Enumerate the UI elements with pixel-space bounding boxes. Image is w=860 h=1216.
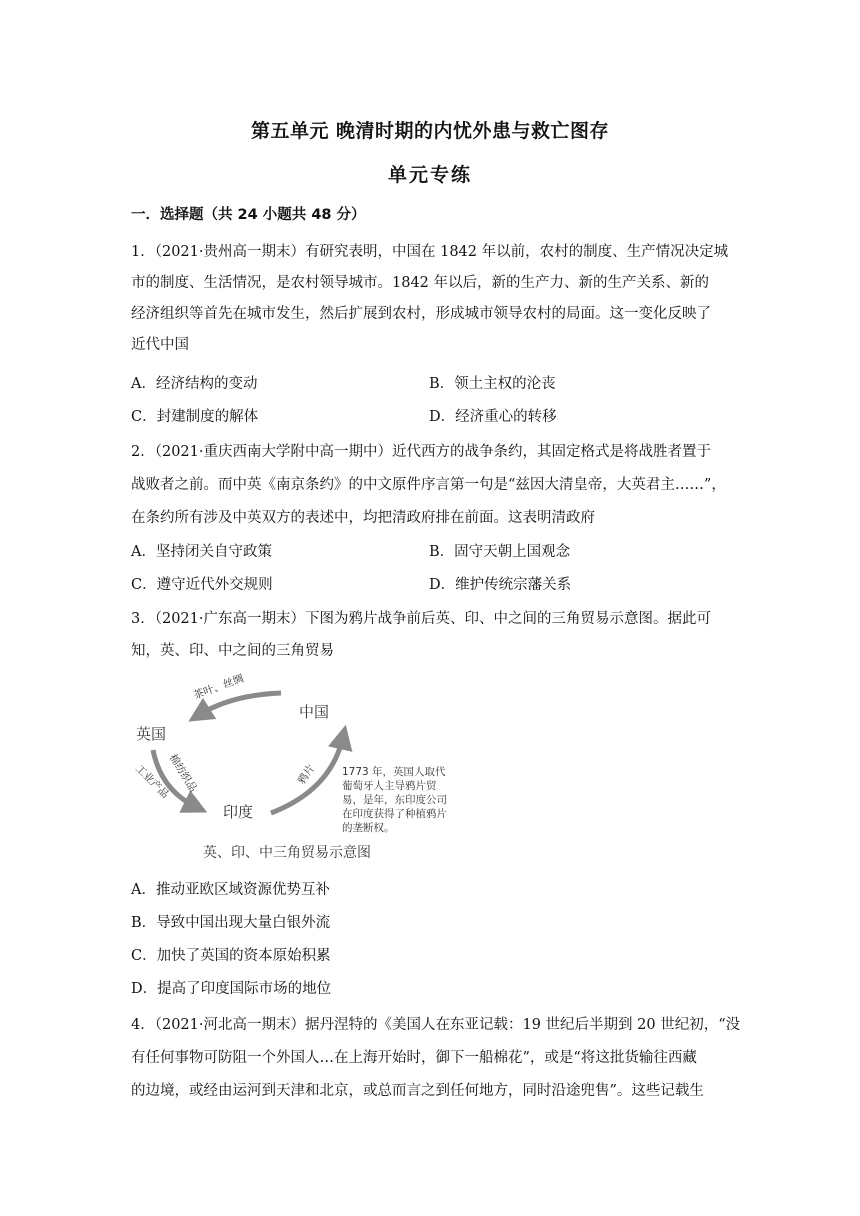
q2-line-3: 在条约所有涉及中英双方的表述中，均把清政府排在前面。这表明清政府 bbox=[131, 510, 595, 526]
q2-option-d: D．维护传统宗藩关系 bbox=[429, 577, 572, 593]
q2-line-2: 战败者之前。而中英《南京条约》的中文原件序言第一句是“兹因大清皇帝，大英君主……”， bbox=[131, 477, 726, 493]
q1-line-4: 近代中国 bbox=[131, 337, 189, 353]
q3-option-d: D．提高了印度国际市场的地位 bbox=[131, 981, 332, 997]
node-india: 印度 bbox=[223, 803, 254, 821]
q1-option-d: D．经济重心的转移 bbox=[429, 409, 557, 425]
q1-option-c: C．封建制度的解体 bbox=[131, 409, 259, 425]
q1-option-b: B．领土主权的沦丧 bbox=[429, 376, 556, 392]
node-china: 中国 bbox=[299, 703, 330, 721]
label-cotton-textiles: 棉纺织品 bbox=[166, 752, 199, 795]
q2-option-b: B．固守天朝上国观念 bbox=[429, 544, 571, 560]
q1-option-a: A．经济结构的变动 bbox=[131, 376, 258, 392]
section-heading: 一．选择题（共 24 小题共 48 分） bbox=[131, 207, 366, 223]
q3-option-b: B．导致中国出现大量白银外流 bbox=[131, 915, 331, 931]
q3-line-2: 知，英、印、中之间的三角贸易 bbox=[131, 643, 334, 659]
label-opium: 鸦片 bbox=[295, 762, 318, 787]
diagram-caption: 英、印、中三角贸易示意图 bbox=[203, 845, 371, 861]
note-line-1: 1773 年，英国人取代 bbox=[342, 766, 446, 778]
unit-subtitle: 单元专练 bbox=[387, 164, 472, 186]
label-tea-silk: 茶叶、丝绸 bbox=[191, 672, 246, 702]
note-line-4: 在印度获得了种植鸦片 bbox=[342, 808, 447, 820]
node-britain: 英国 bbox=[136, 725, 167, 743]
q3-option-a: A．推动亚欧区域资源优势互补 bbox=[131, 882, 330, 898]
q4-line-2: 有任何事物可防阻一个外国人…在上海开始时，御下一船棉花”，或是“将这批货输往西藏 bbox=[131, 1050, 697, 1066]
q1-line-3: 经济组织等首先在城市发生，然后扩展到农村，形成城市领导农村的局面。这一变化反映了 bbox=[131, 306, 711, 322]
q1-line-1: 1．（2021·贵州高一期末）有研究表明，中国在 1842 年以前，农村的制度、生产情况决定城 bbox=[131, 244, 729, 260]
triangular-trade-diagram bbox=[131, 665, 471, 865]
unit-title: 第五单元 晚清时期的内忧外患与救亡图存 bbox=[250, 120, 610, 142]
q2-line-1: 2．（2021·重庆西南大学附中高一期中）近代西方的战争条约，其固定格式是将战胜者置于 bbox=[131, 444, 711, 460]
arrow-tea-silk bbox=[199, 693, 281, 715]
q3-line-1: 3．（2021·广东高一期末）下图为鸦片战争前后英、印、中之间的三角贸易示意图。据此可 bbox=[131, 611, 711, 627]
label-industrial-products: 工业产品 bbox=[132, 762, 172, 801]
note-line-3: 易，是年，东印度公司 bbox=[342, 794, 447, 806]
note-line-5: 的垄断权。 bbox=[342, 822, 395, 834]
note-line-2: 葡萄牙人主导鸦片贸 bbox=[342, 780, 437, 792]
q2-option-a: A．坚持闭关自守政策 bbox=[131, 544, 272, 560]
q4-line-3: 的边境，或经由运河到天津和北京，或总而言之到任何地方，同时沿途兜售”。这些记载生 bbox=[131, 1083, 704, 1099]
q4-line-1: 4．（2021·河北高一期末）据丹涅特的《美国人在东亚记载：19 世纪后半期到 20 世纪初，“没 bbox=[131, 1017, 741, 1033]
q1-line-2: 市的制度、生活情况，是农村领导城市。1842 年以后，新的生产力、新的生产关系、新的 bbox=[131, 275, 710, 291]
q3-option-c: C．加快了英国的资本原始积累 bbox=[131, 948, 331, 964]
q2-option-c: C．遵守近代外交规则 bbox=[131, 577, 273, 593]
